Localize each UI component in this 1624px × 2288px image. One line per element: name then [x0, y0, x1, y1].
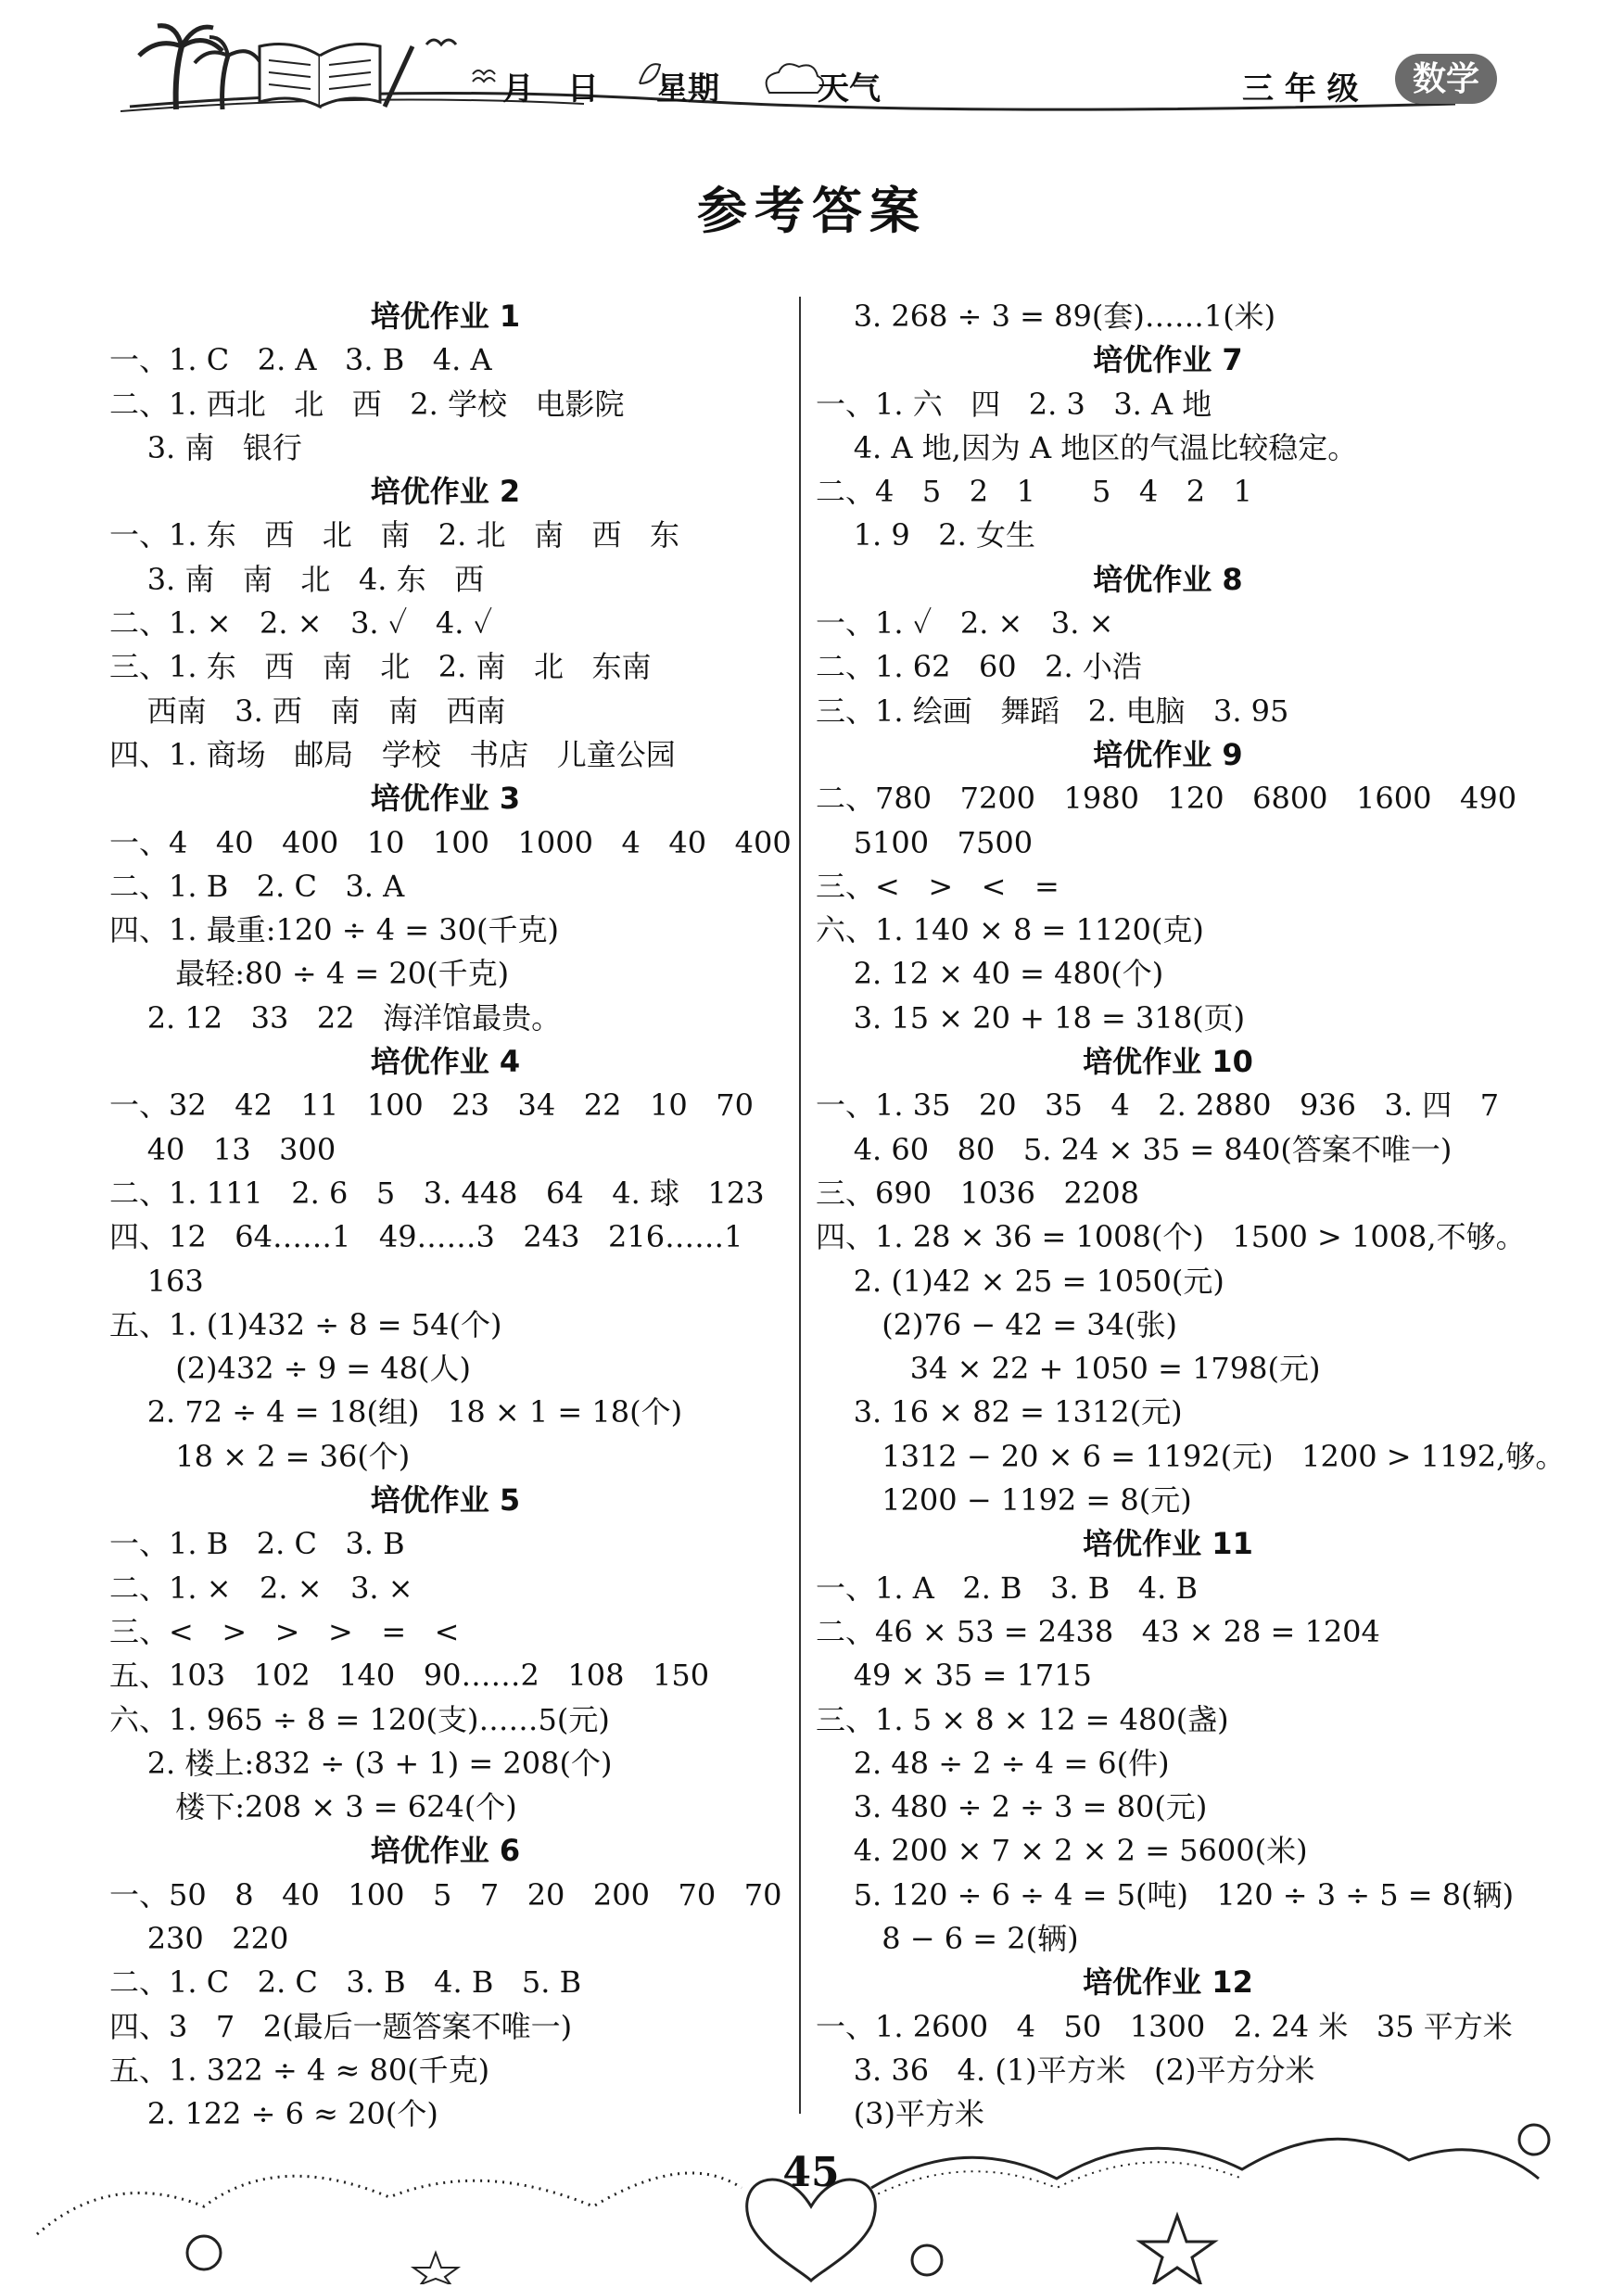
- answer-line: 二、780 7200 1980 120 6800 1600 490: [816, 781, 1517, 817]
- answer-line: 一、32 42 11 100 23 34 22 10 70: [109, 1087, 754, 1124]
- answer-line: 3. 南 银行: [109, 429, 302, 465]
- answer-line: 2. 12 × 40 = 480(个): [816, 956, 1164, 992]
- answer-line: 一、1. 六 四 2. 3 3. A 地: [816, 386, 1212, 422]
- answer-line: 二、1. × 2. × 3. ×: [109, 1570, 413, 1606]
- answer-line: 楼下:208 × 3 = 624(个): [109, 1789, 517, 1825]
- answer-line: 二、1. 111 2. 6 5 3. 448 64 4. 球 123: [109, 1175, 765, 1211]
- answer-line: 二、1. × 2. × 3. ✓ 4. ✓: [109, 605, 493, 642]
- page-title: 参考答案: [697, 181, 927, 240]
- section-heading: 培优作业 11: [1083, 1526, 1253, 1562]
- answer-column-left: [109, 295, 792, 2136]
- answer-line: 三、1. 5 × 8 × 12 = 480(盏): [816, 1701, 1229, 1737]
- subject-badge: 数学: [1395, 54, 1497, 104]
- section-heading: 培优作业 10: [1083, 1044, 1253, 1080]
- page-number: 45: [782, 2149, 840, 2196]
- answer-line: 40 13 300: [109, 1131, 336, 1167]
- answer-line: 4. A 地,因为 A 地区的气温比较稳定。: [816, 429, 1358, 465]
- answer-line: 3. 480 ÷ 2 ÷ 3 = 80(元): [816, 1789, 1208, 1825]
- answer-line: 3. 36 4. (1)平方米 (2)平方分米: [816, 2052, 1315, 2088]
- answer-line: 六、1. 965 ÷ 8 = 120(支)……5(元): [109, 1701, 610, 1737]
- answer-line: 163: [109, 1263, 204, 1299]
- answer-line: 2. 72 ÷ 4 = 18(组) 18 × 1 = 18(个): [109, 1394, 683, 1430]
- section-heading: 培优作业 6: [370, 1833, 521, 1869]
- day-label: 日: [567, 70, 599, 108]
- answer-line: 5. 120 ÷ 6 ÷ 4 = 5(吨) 120 ÷ 3 ÷ 5 = 8(辆): [816, 1876, 1515, 1913]
- answer-line: 二、1. C 2. C 3. B 4. B 5. B: [109, 1964, 582, 2001]
- answer-line: 2. 122 ÷ 6 ≈ 20(个): [109, 2096, 438, 2132]
- answer-line: 五、1. (1)432 ÷ 8 = 54(个): [109, 1306, 502, 1342]
- answer-line: 二、1. 西北 北 西 2. 学校 电影院: [109, 386, 625, 422]
- answer-line: 8 − 6 = 2(辆): [816, 1920, 1079, 1956]
- section-heading: 培优作业 5: [370, 1482, 521, 1519]
- section-heading: 培优作业 7: [1093, 342, 1243, 378]
- answer-line: 二、1. B 2. C 3. A: [109, 868, 405, 904]
- answer-line: 1200 − 1192 = 8(元): [816, 1482, 1192, 1519]
- answer-line: 2. (1)42 × 25 = 1050(元): [816, 1263, 1224, 1299]
- answer-line: 2. 48 ÷ 2 ÷ 4 = 6(件): [816, 1745, 1170, 1781]
- answer-line: 2. 12 33 22 海洋馆最贵。: [109, 999, 562, 1036]
- answer-line: 2. 楼上:832 ÷ (3 + 1) = 208(个): [109, 1745, 613, 1781]
- answer-line: (3)平方米: [816, 2096, 985, 2132]
- answer-line: 二、4 5 2 1 5 4 2 1: [816, 474, 1253, 510]
- answer-line: 34 × 22 + 1050 = 1798(元): [816, 1351, 1321, 1387]
- section-heading: 培优作业 3: [370, 781, 521, 817]
- answer-line: 4. 200 × 7 × 2 × 2 = 5600(米): [816, 1833, 1308, 1869]
- answer-line: (2)432 ÷ 9 = 48(人): [109, 1351, 471, 1387]
- answer-line: 一、1. 东 西 北 南 2. 北 南 西 东: [109, 517, 680, 553]
- column-divider: [799, 297, 801, 2114]
- answer-line: (2)76 − 42 = 34(张): [816, 1306, 1177, 1342]
- answer-line: 二、1. 62 60 2. 小浩: [816, 649, 1142, 685]
- answer-line: 一、1. 35 20 35 4 2. 2880 936 3. 四 7: [816, 1087, 1500, 1124]
- answer-line: 1312 − 20 × 6 = 1192(元) 1200 > 1192,够。: [816, 1438, 1566, 1474]
- answer-line: 三、1. 东 西 南 北 2. 南 北 东南: [109, 649, 652, 685]
- page-header: [0, 0, 1624, 130]
- section-heading: 培优作业 9: [1093, 736, 1243, 772]
- answer-line: 三、690 1036 2208: [816, 1175, 1139, 1211]
- answer-line: 最轻:80 ÷ 4 = 20(千克): [109, 956, 510, 992]
- grade-label: 三 年 级: [1242, 70, 1359, 108]
- weekday-label: 星期: [656, 70, 719, 108]
- section-heading: 培优作业 8: [1093, 561, 1243, 597]
- answer-line: 三、1. 绘画 舞蹈 2. 电脑 3. 95: [816, 693, 1289, 729]
- answer-line: 四、12 64……1 49……3 243 216……1: [109, 1219, 743, 1255]
- answer-line: 三、< > < =: [816, 868, 1059, 904]
- answer-line: 3. 南 南 北 4. 东 西: [109, 561, 485, 597]
- answer-line: 18 × 2 = 36(个): [109, 1438, 411, 1474]
- answer-line: 4. 60 80 5. 24 × 35 = 840(答案不唯一): [816, 1131, 1453, 1167]
- answer-line: 230 220: [109, 1920, 289, 1956]
- answer-line: 二、46 × 53 = 2438 43 × 28 = 1204: [816, 1613, 1380, 1649]
- answer-line: 一、1. ✓ 2. × 3. ×: [816, 605, 1114, 642]
- section-heading: 培优作业 12: [1083, 1964, 1253, 2001]
- answer-line: 一、1. A 2. B 3. B 4. B: [816, 1570, 1199, 1606]
- answer-line: 一、50 8 40 100 5 7 20 200 70 70: [109, 1876, 782, 1913]
- answer-line: 三、< > > > = <: [109, 1613, 460, 1649]
- answer-line: 3. 268 ÷ 3 = 89(套)……1(米): [816, 299, 1276, 334]
- answer-line: 一、4 40 400 10 100 1000 4 40 400: [109, 824, 792, 860]
- answer-line: 四、1. 28 × 36 = 1008(个) 1500 > 1008,不够。: [816, 1219, 1526, 1255]
- answer-line: 五、1. 322 ÷ 4 ≈ 80(千克): [109, 2052, 490, 2088]
- answer-line: 一、1. C 2. A 3. B 4. A: [109, 342, 492, 378]
- month-label: 月: [502, 70, 534, 108]
- section-heading: 培优作业 2: [370, 474, 521, 510]
- answer-line: 3. 16 × 82 = 1312(元): [816, 1394, 1183, 1430]
- answer-line: 3. 15 × 20 + 18 = 318(页): [816, 999, 1246, 1036]
- answer-line: 四、1. 最重:120 ÷ 4 = 30(千克): [109, 912, 559, 948]
- answer-line: 一、1. B 2. C 3. B: [109, 1526, 405, 1562]
- answer-line: 五、103 102 140 90……2 108 150: [109, 1658, 710, 1694]
- section-heading: 培优作业 1: [370, 299, 521, 334]
- answer-line: 四、1. 商场 邮局 学校 书店 儿童公园: [109, 736, 676, 772]
- section-heading: 培优作业 4: [370, 1044, 521, 1080]
- answer-line: 5100 7500: [816, 824, 1034, 860]
- weather-label: 天气: [818, 70, 881, 108]
- answer-column-right: [816, 295, 1566, 2136]
- answer-line: 四、3 7 2(最后一题答案不唯一): [109, 2008, 573, 2044]
- answer-line: 六、1. 140 × 8 = 1120(克): [816, 912, 1204, 948]
- answer-line: 西南 3. 西 南 南 西南: [109, 693, 506, 729]
- answer-line: 49 × 35 = 1715: [816, 1658, 1092, 1694]
- answer-line: 1. 9 2. 女生: [816, 517, 1035, 553]
- answer-line: 一、1. 2600 4 50 1300 2. 24 米 35 平方米: [816, 2008, 1513, 2044]
